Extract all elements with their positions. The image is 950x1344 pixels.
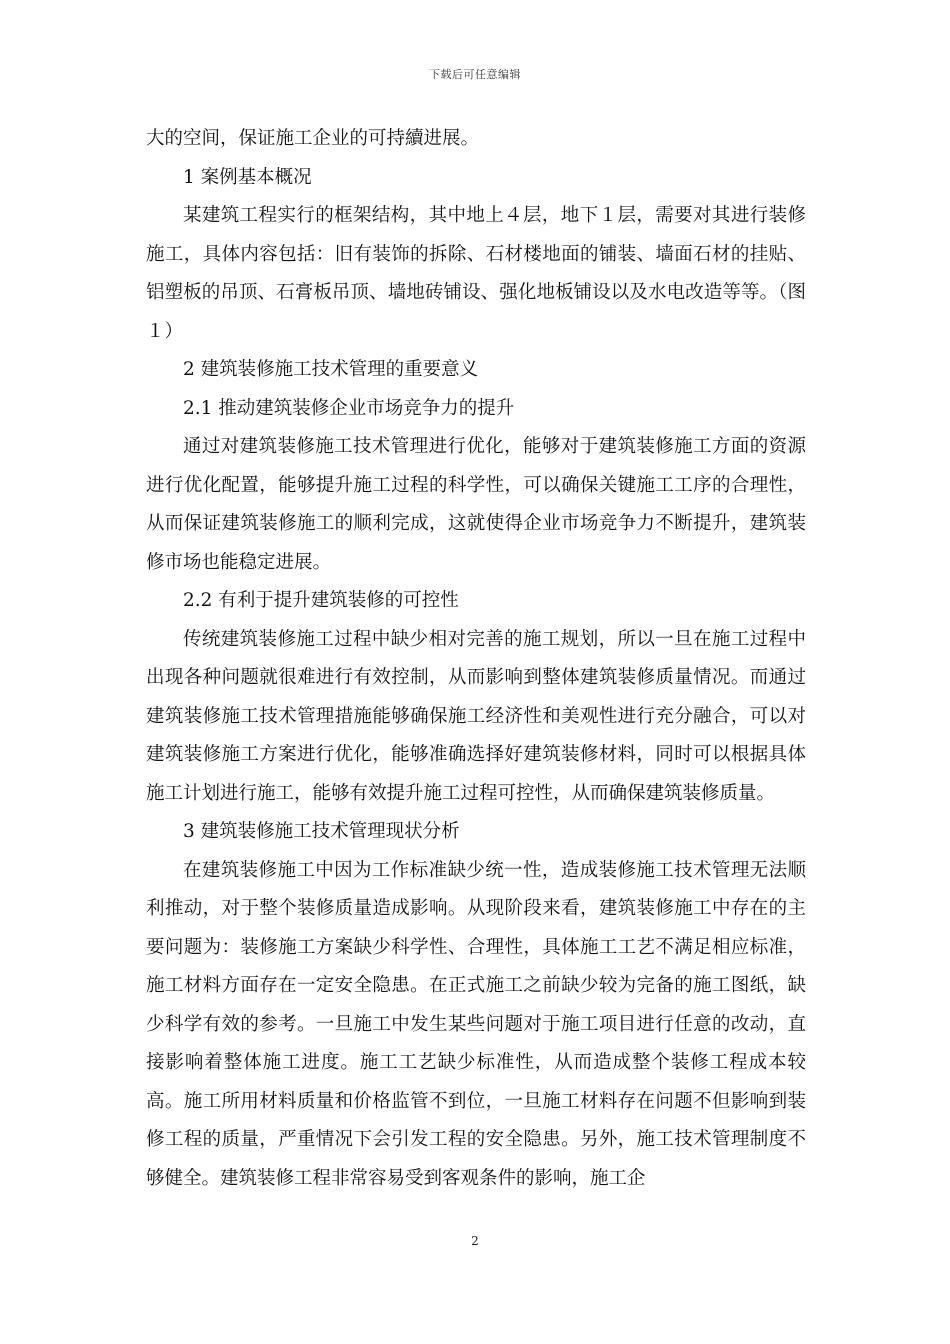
section-heading-3: 3 建筑装修施工技术管理现状分析 — [183, 821, 460, 842]
subsection-heading-2-1: 2.1 推动建筑装修企业市场竞争力的提升 — [183, 397, 515, 419]
document-body — [146, 120, 806, 1198]
paragraph-controllability: 传统建筑装修施工过程中缺少相对完善的施工规划，所以一旦在施工过程中出现各种问题就很难进行有效控制，从而影响到整体建筑装修质量情况。而通过建筑装修施工技术管理措施能够确保施工经济性和美观性进行充分融合，可以对建筑装修施工方案进行优化，能够准确选择好建筑装修材料，同时可以根据具体施工计划进行施工，能够有效提升施工过程可控性，从而确保建筑装修质量。 — [146, 628, 806, 804]
paragraph-continuation: 大的空间，保证施工企业的可持續进展。 — [146, 128, 480, 149]
page-header: 下载后可任意编辑 — [429, 68, 521, 81]
paragraph-competitiveness: 通过对建筑装修施工技术管理进行优化，能够对于建筑装修施工方面的资源进行优化配置，能够提升施工过程的科学性，可以确保关键施工工序的合理性，从而保证建筑装修施工的顺利完成，这就使得企业市场竞争力不断提升，建筑装修市场也能稳定进展。 — [146, 436, 806, 573]
section-heading-2: 2 建筑装修施工技术管理的重要意义 — [183, 359, 479, 380]
section-heading-1: 1 案例基本概况 — [183, 166, 312, 188]
paragraph-case-overview: 某建筑工程实行的框架结构，其中地上４层，地下１层，需要对其进行装修施工，具体内容包括：旧有装饰的拆除、石材楼地面的铺装、墙面石材的挂贴、铝塑板的吊顶、石膏板吊顶、墙地砖铺设、强化地板铺设以及水电改造等等。（图１） — [146, 205, 806, 342]
subsection-heading-2-2: 2.2 有利于提升建筑装修的可控性 — [183, 590, 459, 611]
page-number: 2 — [471, 1234, 479, 1248]
paragraph-status-analysis: 在建筑装修施工中因为工作标准缺少统一性，造成装修施工技术管理无法顺利推动，对于整个装修质量造成影响。从现阶段来看，建筑装修施工中存在的主要问题为：装修施工方案缺少科学性、合理性，具体施工工艺不满足相应标准，施工材料方面存在一定安全隐患。在正式施工之前缺少较为完备的施工图纸，缺少科学有效的参考。一旦施工中发生某些问题对于施工项目进行任意的改动，直接影响着整体施工进度。施工工艺缺少标准性，从而造成整个装修工程成本较高。施工所用材料质量和价格监管不到位，一旦施工材料存在问题不但影响到装修工程的质量，严重情况下会引发工程的安全隐患。另外，施工技术管理制度不够健全。建筑装修工程非常容易受到客观条件的影响，施工企 — [146, 859, 806, 1189]
